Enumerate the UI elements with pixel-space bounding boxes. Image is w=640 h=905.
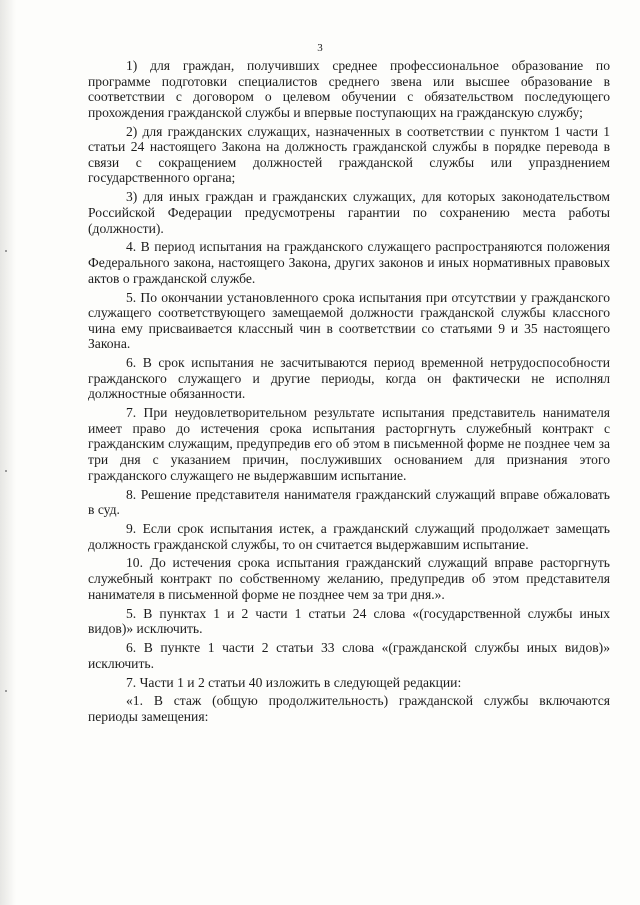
paragraph-amendment-6: 6. В пункте 1 части 2 статьи 33 слова «(гражданской службы иных видов)» исключить. <box>88 640 610 671</box>
paragraph-item-5: 5. По окончании установленного срока испытания при отсутствии у гражданского служащего соответствующего замещаемой должности гражданской службы классного чина ему присваивается классный чин в соответствии со статьями 9 и 35 настоящего Закона. <box>88 289 610 352</box>
paragraph-item-7: 7. При неудовлетворительном результате испытания представитель нанимателя имеет право до истечения срока испытания расторгнуть служебный контракт с гражданским служащим, предупредив его об этом в письменной форме не позднее чем за три дня с указанием причин, послуживших основанием для признания этого гражданского служащего не выдержавшим испытание. <box>88 405 610 483</box>
scan-speck <box>5 470 7 472</box>
scan-edge-shadow <box>0 0 16 905</box>
page-number: 3 <box>317 42 323 54</box>
paragraph-clause-2: 2) для гражданских служащих, назначенных в соответствии с пунктом 1 части 1 статьи 24 настоящего Закона на должность гражданской службы в порядке перевода в связи с сокращением должностей гражданской службы или упразднением государственного органа; <box>88 123 610 186</box>
paragraph-amendment-5: 5. В пунктах 1 и 2 части 1 статьи 24 слова «(государственной службы иных видов)» исключить. <box>88 605 610 637</box>
paragraph-amendment-7: 7. Части 1 и 2 статьи 40 изложить в следующей редакции: <box>126 674 462 690</box>
document-body <box>88 58 610 728</box>
paragraph-new-part-1: «1. В стаж (общую продолжительность) гражданской службы включаются периоды замещения: <box>88 693 610 725</box>
scan-speck <box>5 690 7 692</box>
paragraph-item-10: 10. До истечения срока испытания гражданский служащий вправе расторгнуть служебный контракт по собственному желанию, предупредив об этом представителя нанимателя в письменной форме не позднее чем за три дня.». <box>88 555 610 602</box>
scan-speck <box>5 250 7 252</box>
paragraph-clause-1: 1) для граждан, получивших среднее профессиональное образование по программе подготовки специалистов среднего звена или высшее образование в соответствии с договором о целевом обучении с обязательством последующего прохождения гражданской службы и впервые поступающих на гражданскую службу; <box>88 58 610 120</box>
paragraph-clause-3: 3) для иных граждан и гражданских служащих, для которых законодательством Российской Федерации предусмотрены гарантии по сохранению места работы (должности). <box>88 189 610 236</box>
paragraph-item-8: 8. Решение представителя нанимателя гражданский служащий вправе обжаловать в суд. <box>88 486 610 518</box>
paragraph-item-4: 4. В период испытания на гражданского служащего распространяются положения Федерального закона, настоящего Закона, других законов и иных нормативных правовых актов о гражданской службе. <box>88 239 610 286</box>
paragraph-item-6: 6. В срок испытания не засчитываются период временной нетрудоспособности гражданского служащего и другие периоды, когда он фактически не исполнял должностные обязанности. <box>88 355 610 402</box>
paragraph-item-9: 9. Если срок испытания истек, а гражданский служащий продолжает замещать должность гражданской службы, то он считается выдержавшим испытание. <box>88 521 610 552</box>
